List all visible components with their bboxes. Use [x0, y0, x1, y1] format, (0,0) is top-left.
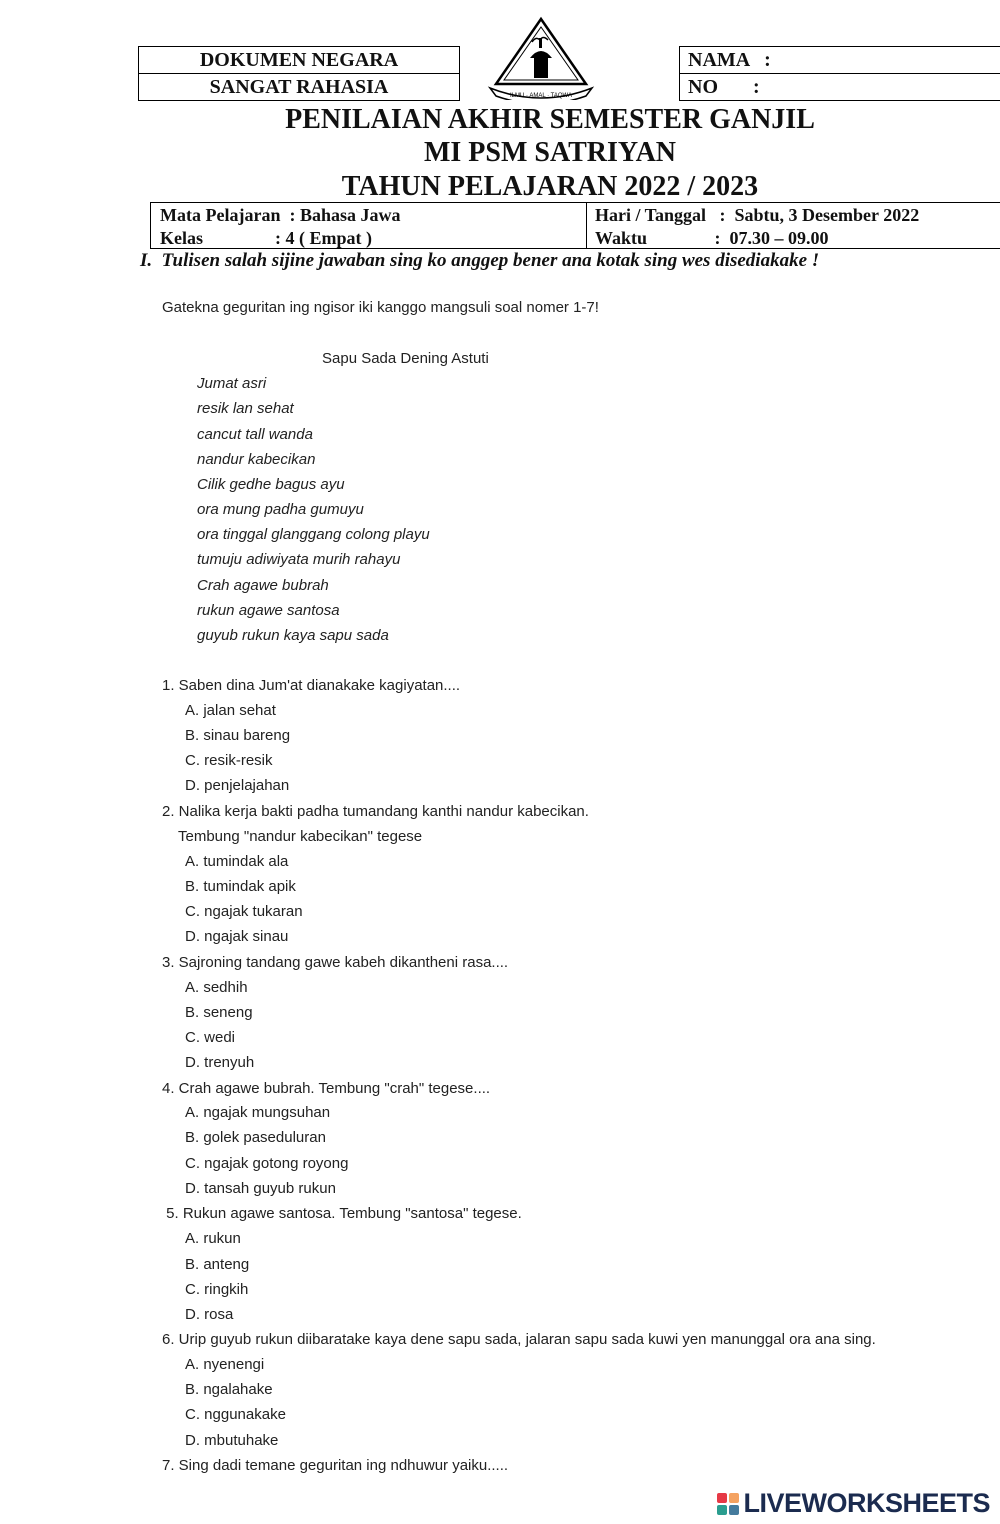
question-2-option-d[interactable]: D. ngajak sinau: [185, 928, 289, 945]
question-5-option-d[interactable]: D. rosa: [185, 1306, 234, 1323]
question-2-option-c[interactable]: C. ngajak tukaran: [185, 903, 303, 920]
liveworksheets-logo: [717, 1488, 990, 1519]
header-nama-field: NAMA :: [688, 49, 771, 71]
poem-line: tumuju adiwiyata murih rahayu: [197, 551, 401, 568]
question-4-option-a[interactable]: A. ngajak mungsuhan: [185, 1104, 331, 1121]
question-6-option-b[interactable]: B. ngalahake: [185, 1381, 273, 1398]
question-4-option-c[interactable]: C. ngajak gotong royong: [185, 1155, 349, 1172]
time-label: Waktu : 07.30 – 09.00: [595, 228, 829, 248]
question-5: 5. Rukun agawe santosa. Tembung "santosa" tegese.: [162, 1205, 522, 1222]
question-3-option-d[interactable]: D. trenyuh: [185, 1054, 255, 1071]
poem-line: Jumat asri: [197, 375, 267, 392]
poem-line: rukun agawe santosa: [197, 602, 340, 619]
intro-text: Gatekna geguritan ing ngisor iki kanggo mangsuli soal nomer 1-7!: [162, 299, 599, 316]
question-3-option-a[interactable]: A. sedhih: [185, 979, 248, 996]
question-7: 7. Sing dadi temane geguritan ing ndhuwur yaiku.....: [162, 1457, 509, 1474]
question-4-option-d[interactable]: D. tansah guyub rukun: [185, 1180, 336, 1197]
logo-block-l: [717, 1493, 727, 1503]
question-6-option-c[interactable]: C. nggunakake: [185, 1406, 286, 1423]
header-left-divider: [138, 73, 460, 74]
question-2-continuation: Tembung "nandur kabecikan" tegese: [178, 828, 423, 845]
poem-line: Cilik gedhe bagus ayu: [197, 476, 345, 493]
question-5-option-c[interactable]: C. ringkih: [185, 1281, 249, 1298]
header-dokumen-negara: DOKUMEN NEGARA: [199, 49, 399, 71]
poem-line: nandur kabecikan: [197, 451, 316, 468]
question-5-option-a[interactable]: A. rukun: [185, 1230, 241, 1247]
logo-block-v: [717, 1505, 727, 1515]
exam-title: PENILAIAN AKHIR SEMESTER GANJIL: [285, 104, 815, 135]
question-3-option-c[interactable]: C. wedi: [185, 1029, 236, 1046]
svg-text:ILMU · AMAL · TAQWA: ILMU · AMAL · TAQWA: [509, 93, 573, 99]
instruction-text: I. Tulisen salah sijine jawaban sing ko anggep bener ana kotak sing wes disediakake !: [140, 250, 820, 271]
school-emblem-icon: [486, 16, 596, 100]
header-sangat-rahasia: SANGAT RAHASIA: [209, 76, 389, 98]
question-3-option-b[interactable]: B. seneng: [185, 1004, 253, 1021]
question-1-option-b[interactable]: B. sinau bareng: [185, 727, 291, 744]
question-6-option-d[interactable]: D. mbutuhake: [185, 1432, 279, 1449]
class-label: Kelas : 4 ( Empat ): [160, 228, 372, 248]
question-2-option-b[interactable]: B. tumindak apik: [185, 878, 296, 895]
question-1-option-a[interactable]: A. jalan sehat: [185, 702, 276, 719]
question-2-option-a[interactable]: A. tumindak ala: [185, 853, 289, 870]
question-4-option-b[interactable]: B. golek paseduluran: [185, 1129, 326, 1146]
poem-line: guyub rukun kaya sapu sada: [197, 627, 389, 644]
poem-line: Crah agawe bubrah: [197, 577, 329, 594]
poem-line: ora tinggal glanggang colong playu: [197, 526, 430, 543]
poem-line: ora mung padha gumuyu: [197, 501, 364, 518]
header-no-field: NO :: [688, 76, 760, 98]
question-6-option-a[interactable]: A. nyenengi: [185, 1356, 265, 1373]
liveworksheets-wordmark: LIVEWORKSHEETS: [743, 1488, 990, 1518]
question-1-option-c[interactable]: C. resik-resik: [185, 752, 273, 769]
academic-year: TAHUN PELAJARAN 2022 / 2023: [341, 171, 759, 202]
poem-line: resik lan sehat: [197, 400, 294, 417]
poem-line: cancut tall wanda: [197, 426, 313, 443]
header-right-divider: [679, 73, 1000, 74]
question-3: 3. Sajroning tandang gawe kabeh dikantheni rasa....: [162, 954, 509, 971]
school-name: MI PSM SATRIYAN: [423, 137, 677, 168]
poem-title: Sapu Sada Dening Astuti: [322, 350, 489, 367]
info-table-divider: [586, 202, 587, 249]
question-1-option-d[interactable]: D. penjelajahan: [185, 777, 290, 794]
question-2: 2. Nalika kerja bakti padha tumandang kanthi nandur kabecikan.: [162, 803, 589, 820]
subject-label: Mata Pelajaran : Bahasa Jawa: [160, 205, 401, 225]
logo-block-i: [729, 1493, 739, 1503]
logo-block-e: [729, 1505, 739, 1515]
question-4: 4. Crah agawe bubrah. Tembung "crah" tegese....: [162, 1080, 491, 1097]
question-1: 1. Saben dina Jum'at dianakake kagiyatan....: [162, 677, 461, 694]
liveworksheets-logo-icon: [717, 1493, 739, 1515]
question-5-option-b[interactable]: B. anteng: [185, 1256, 250, 1273]
date-label: Hari / Tanggal : Sabtu, 3 Desember 2022: [595, 205, 920, 225]
question-6: 6. Urip guyub rukun diibaratake kaya dene sapu sada, jalaran sapu sada kuwi yen manunggal ora ana sing.: [162, 1331, 876, 1348]
